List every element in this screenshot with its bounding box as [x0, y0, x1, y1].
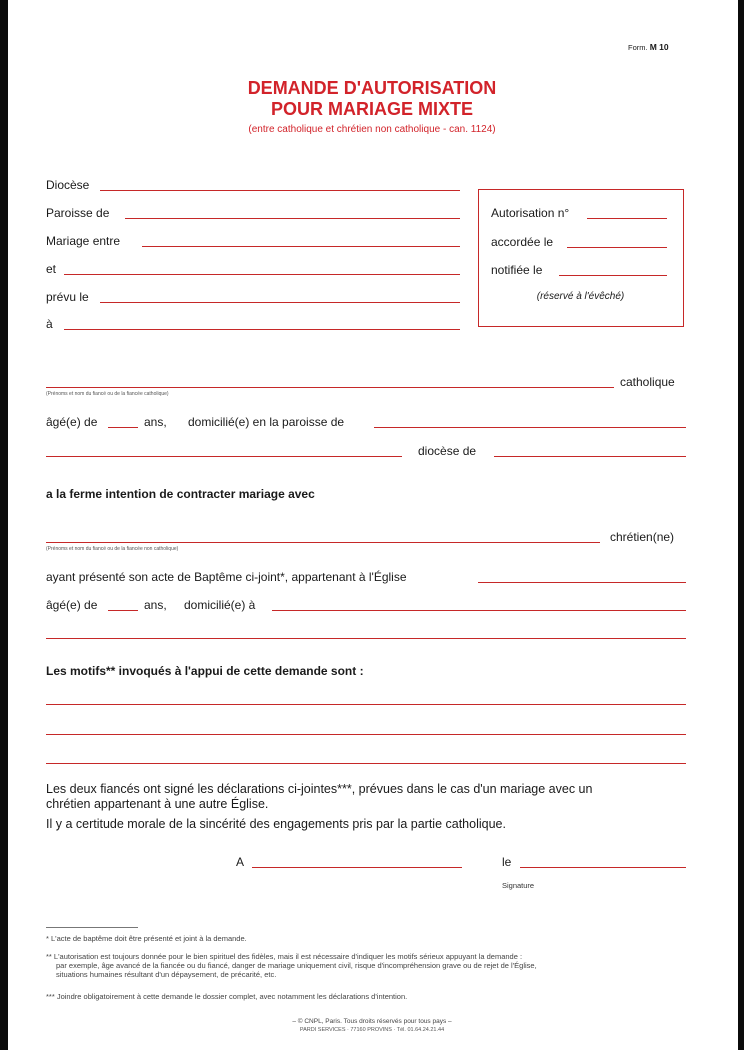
lieu-field[interactable] [64, 329, 460, 330]
lieu-label: à [46, 317, 53, 331]
motifs-line-2[interactable] [46, 734, 686, 735]
christian-age-field[interactable] [108, 610, 138, 611]
prevu-le-label: prévu le [46, 290, 89, 304]
paroisse-label: Paroisse de [46, 206, 110, 220]
declarations-line-3: Il y a certitude morale de la sincérité des engagements pris par la partie catholique. [46, 817, 506, 831]
motifs-line-1[interactable] [46, 704, 686, 705]
motifs-heading: Les motifs** invoqués à l'appui de cette demande sont : [46, 664, 364, 678]
footnote-3: *** Joindre obligatoirement à cette demande le dossier complet, avec notamment les déclarations d'intention. [46, 992, 408, 1001]
christian-label: chrétien(ne) [610, 530, 675, 544]
page-title-line2: POUR MARIAGE MIXTE [270, 99, 473, 119]
diocese-field[interactable] [100, 190, 460, 191]
christian-domicile-continued-field[interactable] [46, 638, 686, 639]
christian-domicile-label: domicilié(e) à [184, 598, 256, 612]
left-border [0, 0, 8, 1050]
autorisation-field[interactable] [587, 218, 667, 219]
footnote-1: * L'acte de baptême doit être présenté et joint à la demande. [46, 934, 247, 943]
catholic-paroisse-continued-field[interactable] [46, 456, 402, 457]
motifs-line-3[interactable] [46, 763, 686, 764]
page-title-line1: DEMANDE D'AUTORISATION [247, 78, 497, 98]
catholic-name-hint: (Prénoms et nom du fiancé ou de la fiancée catholique) [46, 391, 169, 397]
et-label: et [46, 262, 57, 276]
catholic-label: catholique [620, 375, 675, 389]
catholic-domicile-label: domicilié(e) en la paroisse de [188, 415, 345, 429]
copyright-footer: – © CNPL, Paris. Tous droits réservés pour tous pays – [292, 1018, 452, 1025]
accordee-field[interactable] [567, 247, 667, 248]
footnote-2-line-2: par exemple, âge avancé de la fiancée ou du fiancé, danger de mariage uniquement civil, risque d'incompréhension grave ou de rejet de l'Église, [56, 961, 537, 970]
right-border [738, 0, 744, 1050]
declarations-text [46, 782, 686, 832]
form-code-number: M 10 [649, 42, 669, 52]
signature-label: Signature [502, 881, 535, 890]
signature-date-label: le [502, 855, 512, 869]
reserve-note: (réservé à l'évêché) [536, 291, 625, 302]
paroisse-field[interactable] [125, 218, 460, 219]
christian-ans-label: ans, [144, 598, 167, 612]
footnote-2 [46, 952, 692, 979]
catholic-name-field[interactable] [46, 387, 614, 388]
footnote-2-line-3: situations humaines résultant d'un dépaysement, de précarité, etc. [56, 970, 277, 979]
autorisation-label: Autorisation n° [491, 206, 570, 220]
signature-place-label: A [236, 855, 245, 869]
footnote-2-line-1: ** L'autorisation est toujours donnée pour le bien spirituel des fidèles, mais il est nécessaire d'indiquer les motifs sérieux appuyant la demande : [46, 952, 523, 961]
et-field[interactable] [64, 274, 460, 275]
catholic-age-label: âgé(e) de [46, 415, 98, 429]
footnote-separator [46, 927, 138, 928]
catholic-diocese-field[interactable] [494, 456, 686, 457]
page-subtitle: (entre catholique et chrétien non catholique - can. 1124) [248, 124, 496, 135]
form-code [628, 42, 669, 52]
catholic-paroisse-field[interactable] [374, 427, 686, 428]
signature-date-field[interactable] [520, 867, 686, 868]
christian-name-hint: (Prénoms et nom du fiancé ou de la fiancée non catholique) [46, 546, 179, 552]
signature-place-field[interactable] [252, 867, 462, 868]
intention-heading: a la ferme intention de contracter mariage avec [46, 487, 315, 501]
prevu-le-field[interactable] [100, 302, 460, 303]
christian-domicile-field[interactable] [272, 610, 686, 611]
declarations-line-2: chrétien appartenant à une autre Église. [46, 797, 269, 811]
catholic-ans-label: ans, [144, 415, 167, 429]
accordee-label: accordée le [491, 235, 554, 249]
catholic-diocese-label: diocèse de [418, 444, 477, 458]
bapteme-label: ayant présenté son acte de Baptême ci-joint*, appartenant à l'Église [46, 570, 407, 584]
reserved-box [478, 189, 684, 327]
catholic-age-field[interactable] [108, 427, 138, 428]
diocese-label: Diocèse [46, 178, 90, 192]
notifiee-label: notifiée le [491, 263, 543, 277]
eglise-field[interactable] [478, 582, 686, 583]
form-code-prefix: Form. [628, 43, 648, 52]
mariage-entre-label: Mariage entre [46, 234, 121, 248]
christian-age-label: âgé(e) de [46, 598, 98, 612]
printer-footer: PARDI SERVICES · 77160 PROVINS · Tél. 01.64.24.21.44 [299, 1027, 445, 1033]
mariage-entre-field[interactable] [142, 246, 460, 247]
notifiee-field[interactable] [559, 275, 667, 276]
christian-name-field[interactable] [46, 542, 600, 543]
declarations-line-1: Les deux fiancés ont signé les déclarations ci-jointes***, prévues dans le cas d'un mariage avec un [46, 782, 593, 796]
